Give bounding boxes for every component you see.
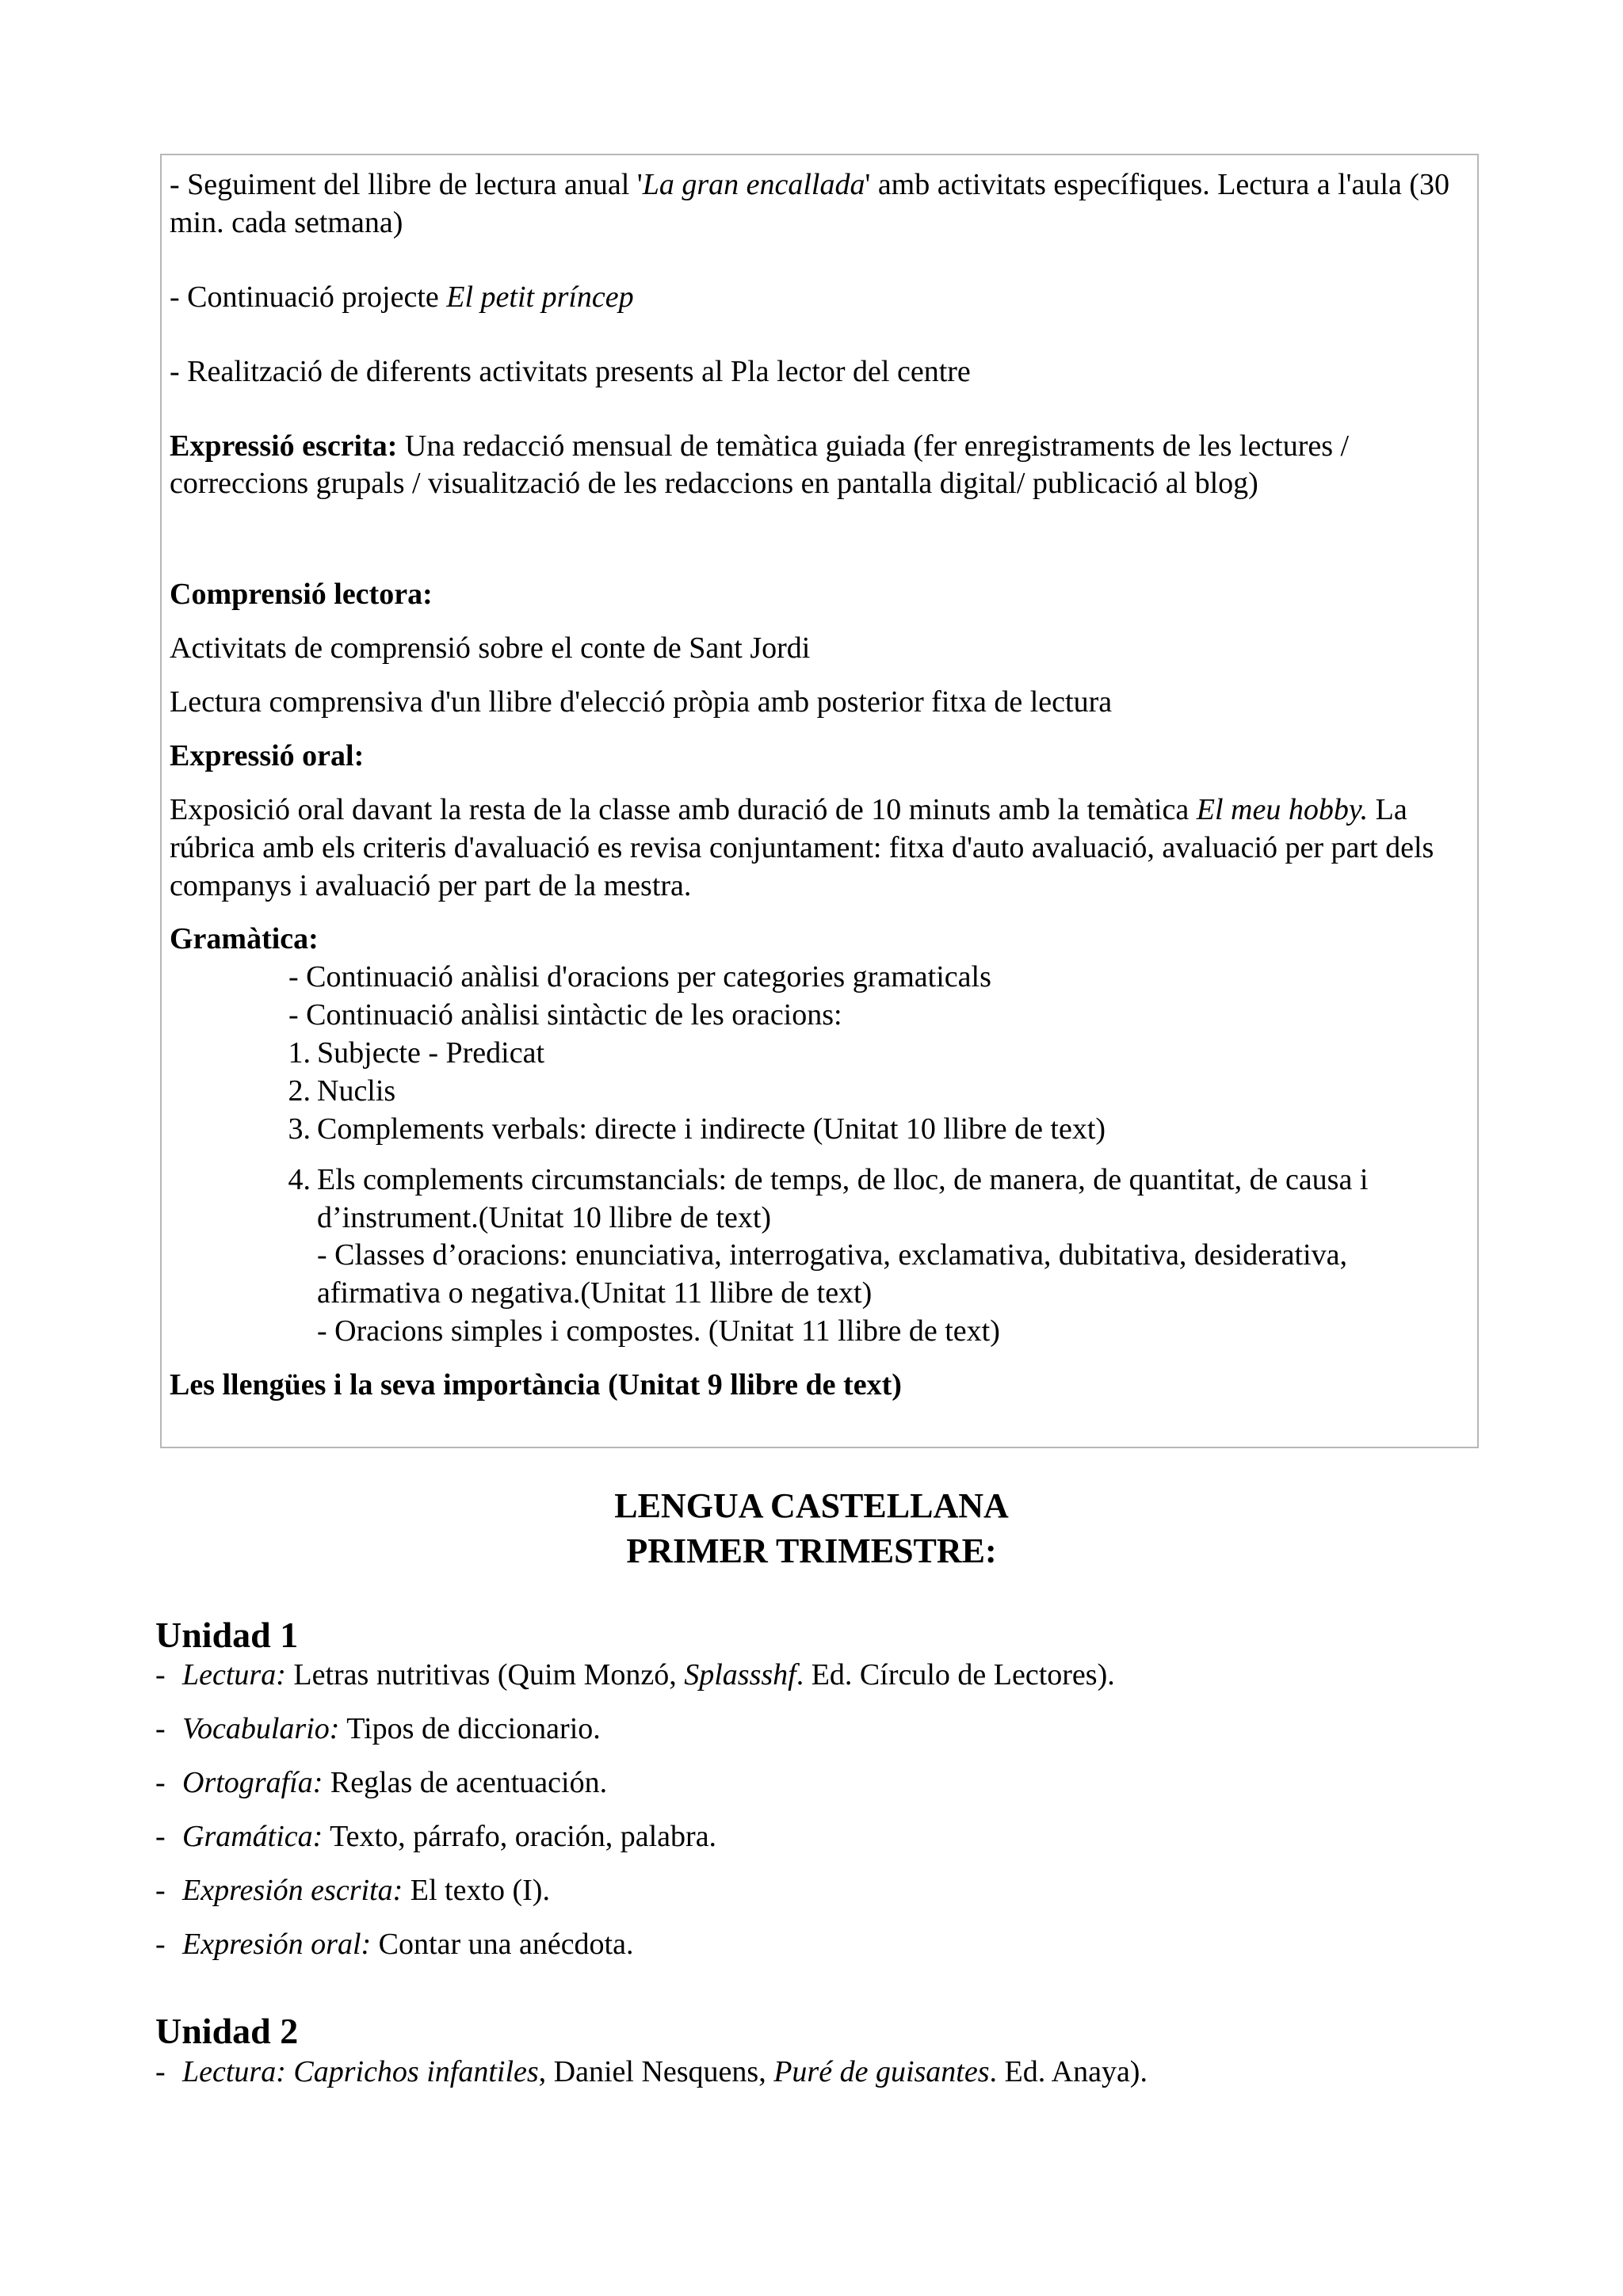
list-item [155,1657,1503,1695]
topic-label: Expresión oral: [182,1927,372,1961]
list-item-text [182,1818,716,1856]
unit-topic-list [155,2054,1503,2092]
gramatica-numbered-list [170,1035,1469,1237]
text-segment: Contar una anécdota. [371,1927,634,1961]
list-item [170,1073,1469,1111]
list-dash: - [155,1765,166,1799]
list-dash: - [155,1712,166,1746]
topic-label: Expresión escrita: [182,1873,403,1907]
paragraph-expressio-escrita [170,428,1469,504]
list-dash: - [155,1658,166,1692]
list-number: 4. [288,1162,311,1196]
text-segment: - Seguiment del llibre de lectura anual ' [170,168,643,201]
section-label-comprensio: Comprensió lectora: [170,578,433,612]
unit-title: Unidad 2 [155,2011,299,2052]
list-item-text [182,1872,550,1910]
comprensio-item: Activitats de comprensió sobre el conte de Sant Jordi [170,631,811,666]
list-item [155,1711,1503,1749]
list-item [155,1764,1503,1802]
text-segment: Texto, párrafo, oración, palabra. [323,1819,717,1853]
topic-label: Lectura: [182,1658,286,1692]
text-segment: Reglas de acentuación. [323,1765,608,1799]
text-segment: , Daniel Nesquens, [538,2054,774,2088]
text-segment: . Ed. Anaya). [989,2054,1148,2088]
text-segment: - Continuació projecte [170,280,447,314]
list-item [155,1872,1503,1910]
text-segment: Una redacció mensual de temàtica guiada (fer enregistraments de les lectures / correccions grupals / visualització de les redaccions en pantalla digital/ publicació al blog) [170,429,1350,501]
heading-line: PRIMER TRIMESTRE: [626,1531,997,1571]
list-number: 2. [288,1074,311,1108]
list-item-text: Els complements circumstancials: de temps, de lloc, de manera, de quantitat, de causa i d’instrument.(Unitat 10 llibre de text) [317,1162,1369,1234]
list-number: 1. [288,1036,311,1070]
book-title: Splassshf [684,1658,796,1692]
comprensio-item: Lectura comprensiva d'un llibre d'elecció pròpia amb posterior fitxa de lectura [170,685,1113,719]
topic-label: Ortografía: [182,1765,323,1799]
text-segment: . Ed. Círculo de Lectores). [796,1658,1115,1692]
text-segment: La rúbrica amb els criteris d'avaluació es revisa conjuntament: fitxa d'auto avaluació, avaluació per part dels companys i avaluació per part de la mestra. [170,792,1434,902]
paragraph-pla-lector: - Realització de diferents activitats presents al Pla lector del centre [170,354,971,388]
text-segment: ' amb activitats específiques. Lectura a l'aula (30 min. cada setmana) [170,168,1449,239]
list-dash: - [155,1873,166,1907]
gramatica-subitem: - Continuació anàlisi sintàctic de les oracions: [288,998,842,1032]
paragraph-project [170,279,1469,317]
unit-topic-list [155,1657,1503,1963]
section-label-expressio-oral: Expressió oral: [170,738,365,772]
unit-2-block [155,2009,1503,2091]
gramatica-extra-item: - Classes d’oracions: enunciativa, interrogativa, exclamativa, dubitativa, desiderativa, afirmativa o negativa.(Unitat 11 llibre de text) [317,1238,1347,1310]
list-item [170,1111,1469,1149]
topic-label: Vocabulario: [182,1712,340,1746]
catalan-content-box [160,154,1479,1448]
list-item-text: Nuclis [317,1074,396,1108]
book-title: Caprichos infantiles [285,2054,539,2088]
text-segment: El texto (I). [403,1873,550,1907]
list-dash: - [155,1819,166,1853]
text-segment: Letras nutritivas (Quim Monzó, [285,1658,685,1692]
list-item-text: Subjecte - Predicat [317,1036,545,1070]
list-number: 3. [288,1112,311,1146]
list-item-text: Complements verbals: directe i indirecte (Unitat 10 llibre de text) [317,1112,1106,1146]
list-item-text [182,1657,1115,1695]
heading-line: LENGUA CASTELLANA [614,1486,1009,1525]
section-label: Expressió escrita: [170,429,398,463]
gramatica-subitem: - Continuació anàlisi d'oracions per categories gramaticals [288,960,991,994]
list-item-text [182,1926,633,1964]
list-dash: - [155,2054,166,2088]
text-segment: Exposició oral davant la resta de la classe amb duració de 10 minuts amb la temàtica [170,792,1197,826]
topic-label: Gramática: [182,1819,323,1853]
book-title: Puré de guisantes [773,2054,990,2088]
paragraph-reading-book [170,166,1469,242]
project-title: El petit príncep [446,280,634,314]
list-item-text [182,1711,601,1749]
list-dash: - [155,1927,166,1961]
list-item-text [182,2054,1148,2092]
llengues-heading: Les llengües i la seva importància (Unitat 9 llibre de text) [170,1368,902,1402]
topic-title: El meu hobby. [1196,792,1369,826]
list-item [155,1818,1503,1856]
text-segment: Tipos de diccionario. [339,1712,601,1746]
book-title: La gran encallada [642,168,865,201]
paragraph-expressio-oral [170,791,1469,906]
list-item-text [182,1764,607,1802]
topic-label: Lectura: [182,2054,286,2088]
list-item [155,1926,1503,1964]
gramatica-extra-item: - Oracions simples i compostes. (Unitat 11 llibre de text) [317,1314,1000,1348]
section-heading [0,1483,1623,1573]
list-item [155,2054,1503,2092]
unit-title: Unidad 1 [155,1615,299,1655]
castellano-units [155,1613,1503,2107]
list-item [170,1161,1469,1238]
list-item [170,1035,1469,1073]
section-label-gramatica: Gramàtica: [170,922,319,956]
